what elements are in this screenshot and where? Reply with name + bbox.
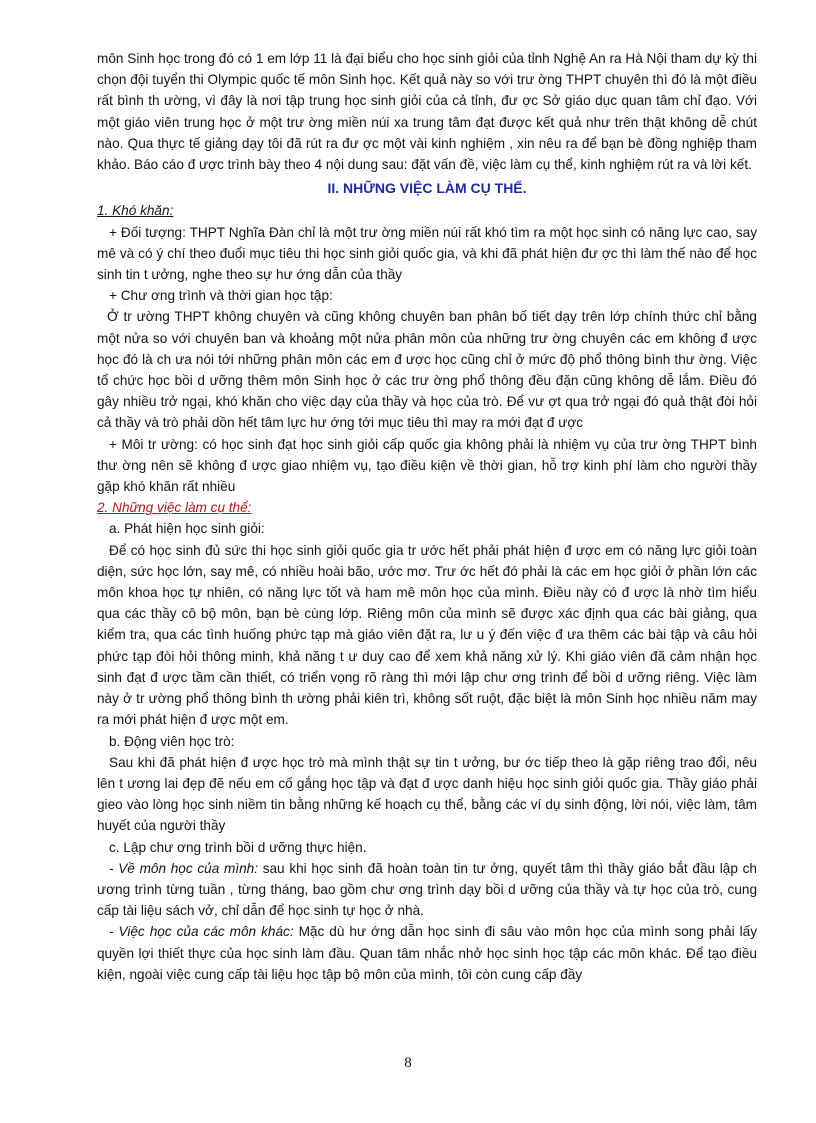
subsection-2-number: 2. — [97, 500, 113, 516]
subsection-1-title-text: 1. Khó khăn: — [97, 203, 174, 219]
document-page — [97, 48, 757, 985]
paragraph-c2-body: Mặc dù hư ớng dẫn học sinh đi sâu vào môn học của mình song phải lấy quyền lợi thiết thực của học sinh làm đầu. Quan tâm nhắc nhở học sinh học tập các môn khác. Để tạo điều kiện, ngoài việc cung cấp tài liệu học tập bộ môn của mình, tôi còn cung cấp đầy — [97, 924, 757, 982]
label-c: c. Lập chư ơng trình bồi d ưỡng thực hiện. — [109, 839, 367, 855]
paragraph-chuong-trinh: Ở tr ường THPT không chuyên và cũng không chuyên ban phân bố tiết dạy trên lớp chính thức chỉ bằng một nửa so với chuyên ban và khoảng một nửa phân môn của những trư ờng chuyên các em không đ ược học đó là ch ưa nói tới những phân môn các em đ ược học cũng chỉ ở mức độ phổ thông bình thư ờng. Việc tổ chức học bồi d ưỡng thêm môn Sinh học ở các trư ờng phổ thông đều đặn cũng không dễ lắm. Điều đó gây nhiều trở ngại, khó khăn cho việc dạy của thầy và học của trò. Để vư ợt qua trở ngại đó quả thật đòi hỏi cả thầy và trò phải dồn hết tâm lực hư ớng tới mục tiêu thì may ra mới đạt đ ược — [97, 309, 757, 431]
section-heading: II. NHỮNG VIỆC LÀM CỤ THỂ. — [327, 180, 527, 197]
paragraph-chuong-trinh-label: + Chư ơng trình và thời gian học tập: — [109, 288, 333, 304]
page-number: 8 — [404, 1055, 412, 1071]
paragraph-moi-truong: + Môi tr ường: có học sinh đạt học sinh giỏi cấp quốc gia không phải là nhiệm vụ của trư ờng THPT bình thư ờng nên sẽ không đ ược giao nhiệm vụ, tạo điều kiện về thời gian, hỗ trợ kinh phí làm cho người thầy gặp khó khăn rất nhiều — [97, 436, 757, 495]
paragraph-c1-body: sau khi học sinh đã hoàn toàn tin tư ởng, quyết tâm thì thầy giáo bắt đầu lập ch ương trình từng tuần , từng tháng, bao gồm chư ơng trình dạy bồi d ưỡng của thầy và tự học của trò, cung cấp tài liệu sách vở, chỉ dẫn để học sinh tự học ở nhà. — [97, 860, 757, 919]
label-b: b. Động viên học trò: — [109, 733, 235, 749]
paragraph-c1-lead: - Về môn học của mình: — [109, 860, 258, 876]
subsection-2-title-text: Những việc làm cụ thể: — [112, 500, 252, 516]
paragraph-a: Để có học sinh đủ sức thi học sinh giỏi quốc gia tr ước hết phải phát hiện đ ược em có năng lực giỏi toàn diện, sức học lớn, say mê, có nhiều hoài bão, ước mơ. Trư ớc hết đó phải là các em học giỏi ở phần lớn các môn khoa học tự nhiên, có năng lực tốt và ham mê môn học của mình. Điều này có đ ược là nhờ tìm hiểu qua các thầy cô bộ môn, bạn bè cùng lớp. Riêng môn của mình sẽ được xác định qua các bài giảng, qua kiểm tra, qua các tình huống phức tạp mà giáo viên đặt ra, lư u ý đến việc đ ưa thêm các bài tập và câu hỏi phức tạp đòi hỏi thông minh, khả năng t ư duy cao để xem khả năng xử lý. Khi giáo viên đã cảm nhận học sinh đạt đ ược tầm cần thiết, có triển vọng rõ ràng thì mới lập chư ơng trình để bồi d ưỡng riêng. Việc làm này ở tr ường phổ thông bình th ường phải kiên trì, không sốt ruột, đặc biệt là môn Sinh học nhiều năm may ra mới phát hiện đ ược một em. — [97, 542, 757, 728]
label-a: a. Phát hiện học sinh giỏi: — [109, 521, 265, 537]
subsection-2-title — [97, 497, 757, 518]
paragraph-b: Sau khi đã phát hiện đ ược học trò mà mình thật sự tin t ưởng, bư ớc tiếp theo là gặp riêng trao đổi, nêu lên t ương lai đẹp đẽ nếu em cố gắng học tập và đạt đ ược danh hiệu học sinh giỏi quốc gia. Thầy giáo phải gieo vào lòng học sinh niềm tin bằng những kế hoạch cụ thể, bằng các ví dụ sinh động, lời nói, việc làm, tâm huyết của người thầy — [97, 754, 757, 834]
paragraph-c2-lead: - Việc học của các môn khác: — [109, 924, 294, 940]
subsection-1-title — [97, 200, 757, 221]
paragraph-doi-tuong: + Đối tượng: THPT Nghĩa Đàn chỉ là một trư ờng miền núi rất khó tìm ra một học sinh có năng lực cao, say mê và có ý chí theo đuổi mục tiêu thi học sinh giỏi quốc gia, và khi đã phát hiện đư ợc thì làm thế nào để học sinh tin t ưởng, nghe theo sự hư ớng dẫn của thầy — [97, 224, 757, 283]
paragraph-c1 — [97, 858, 757, 922]
paragraph-intro: môn Sinh học trong đó có 1 em lớp 11 là đại biểu cho học sinh giỏi của tỉnh Nghệ An ra Hà Nội tham dự kỳ thi chọn đội tuyển thi Olympic quốc tế môn Sinh học. Kết quả này so với trư ờng THPT chuyên thì đó là một điều rất bình th ường, vì đây là nơi tập trung học sinh giỏi của cả tỉnh, đư ợc Sở giáo dục quan tâm chỉ đạo. Với một giáo viên trung học ở một trư ờng miền núi xa trung tâm đạt được kết quả như trên thật không dễ chút nào. Qua thực tế giảng dạy tôi đã rút ra đư ợc một vài kinh nghiệm , xin nêu ra để bạn bè đồng nghiệp tham khảo. Báo cáo đ ược trình bày theo 4 nội dung sau: đặt vấn đề, việc làm cụ thể, kinh nghiệm rút ra và lời kết. — [97, 51, 757, 173]
paragraph-c2 — [97, 921, 757, 985]
